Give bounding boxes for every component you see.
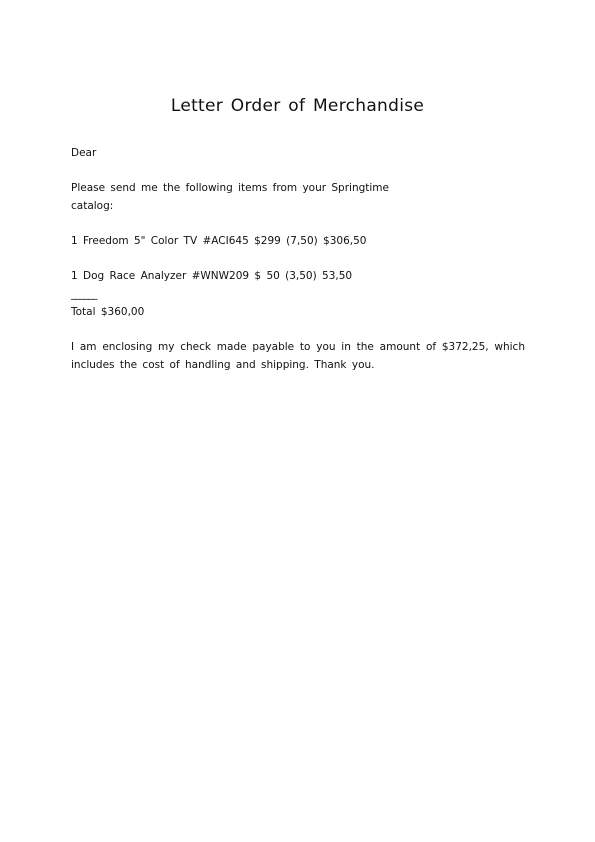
order-item: 1 Dog Race Analyzer #WNW209 $ 50 (3,50) 53,50: [71, 270, 353, 282]
closing-paragraph: I am enclosing my check made payable to you in the amount of $372,25, which includes the cost of handling and shipping. Thank you.: [71, 341, 525, 371]
intro-line: Please send me the following items from your Springtime: [71, 182, 389, 194]
document-title: Letter Order of Merchandise: [170, 96, 425, 116]
letter-body: [71, 144, 525, 374]
intro-paragraph: [71, 179, 391, 215]
order-total: Total $360,00: [71, 306, 145, 318]
order-item: 1 Freedom 5" Color TV #ACI645 $299 (7,50) $306,50: [71, 235, 367, 247]
salutation: Dear: [71, 147, 97, 159]
total-rule: ______: [71, 288, 97, 300]
intro-line: catalog:: [71, 200, 114, 212]
